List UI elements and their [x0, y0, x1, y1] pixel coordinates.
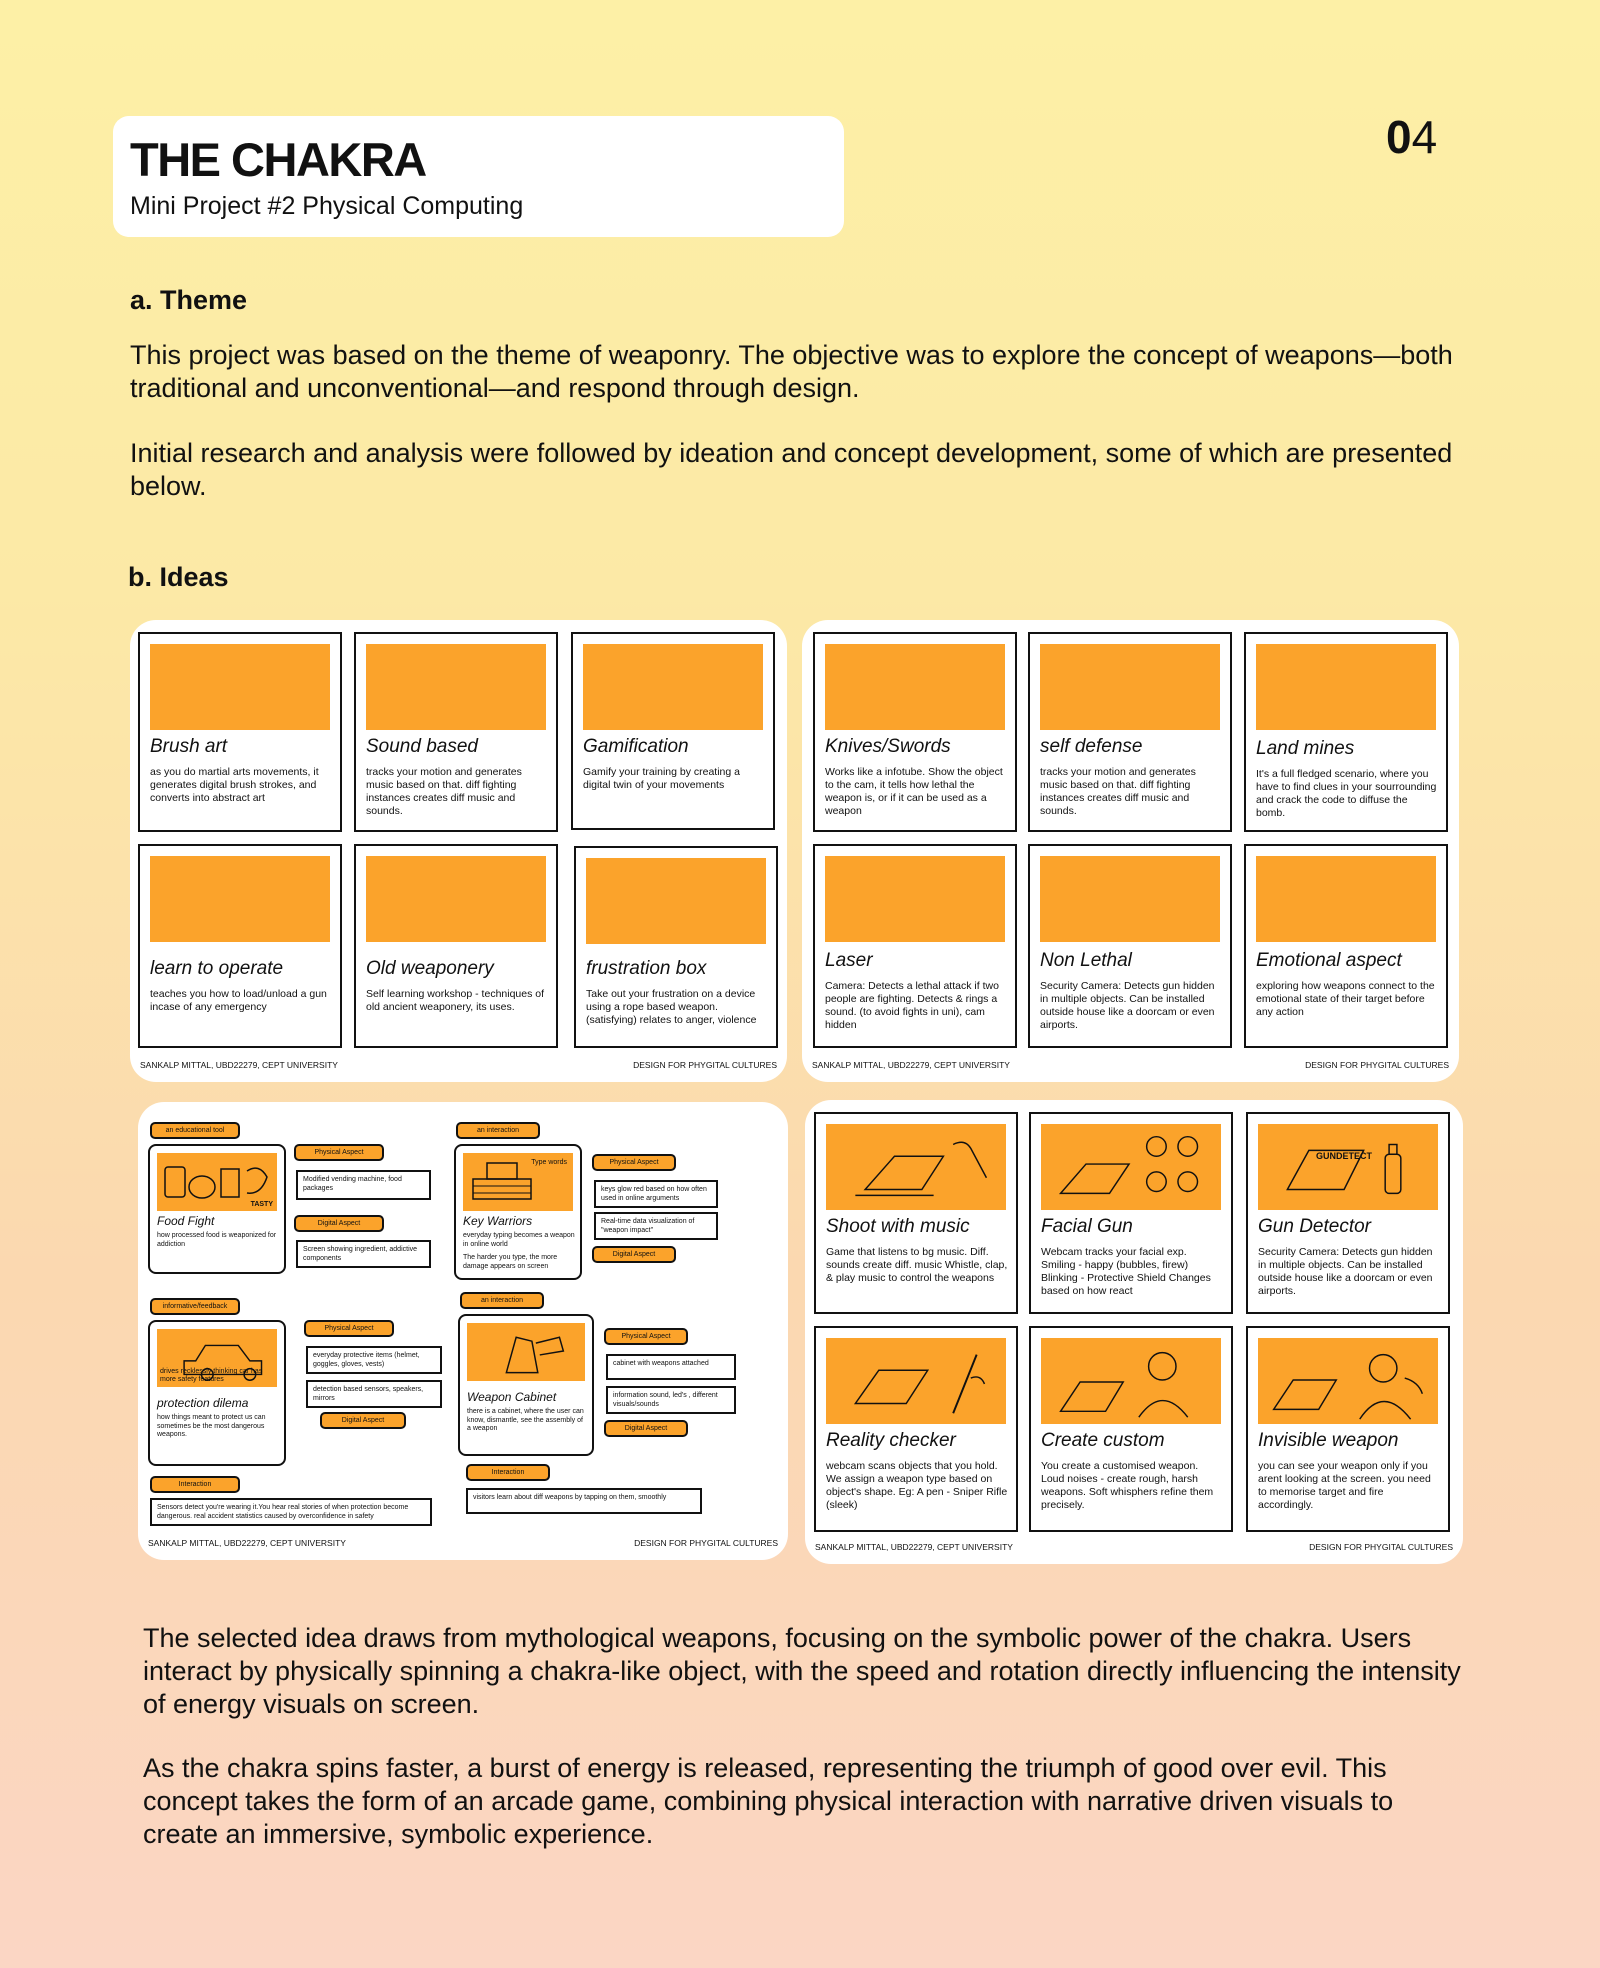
idea-description: you can see your weapon only if you arent looking at the screen. you need to memorise target and fire accordingly.	[1258, 1460, 1431, 1511]
idea-image	[586, 858, 766, 944]
idea-description: teaches you how to load/unload a gun incase of any emergency	[150, 988, 327, 1013]
idea-image	[1040, 644, 1220, 730]
conclusion-paragraph-2: As the chakra spins faster, a burst of energy is released, representing the triumph of good over evil. This concept takes the form of an arcade game, combining physical interaction with narrative driven visuals to create an immersive, symbolic experience.	[143, 1753, 1394, 1849]
idea-image	[366, 644, 546, 730]
laptop-faces-icon	[1041, 1124, 1221, 1210]
idea-description: tracks your motion and generates music based on that. diff fighting instances creates diff music and sounds.	[366, 766, 522, 817]
ideas-panel-1	[130, 620, 787, 1082]
physical-aspect-box: Modified vending machine, food packages	[296, 1170, 431, 1200]
idea-card	[1028, 844, 1232, 1048]
person-looking-away-icon	[1258, 1338, 1438, 1424]
theme-paragraph-1: This project was based on the theme of weaponry. The objective was to explore the concept of weapons—both traditional and unconventional—and respond through design.	[130, 340, 1453, 403]
page-title: THE CHAKRA	[130, 133, 426, 186]
idea-card	[571, 632, 775, 830]
idea-title: Shoot with music	[826, 1216, 970, 1237]
idea-image	[1256, 856, 1436, 942]
panel-footer-right: DESIGN FOR PHYGITAL CULTURES	[633, 1060, 777, 1070]
idea-description: It's a full fledged scenario, where you have to find clues in your sourrounding and crack the code to diffuse the bomb.	[1256, 768, 1437, 819]
category-tag: informative/feedback	[150, 1298, 240, 1315]
idea-title: Sound based	[366, 736, 478, 757]
idea-title: Old weaponery	[366, 958, 494, 979]
idea-card	[814, 1326, 1018, 1532]
physical-aspect-tag: Physical Aspect	[304, 1320, 394, 1337]
idea-card	[138, 844, 342, 1048]
idea-image	[825, 856, 1005, 942]
digital-aspect-tag: Digital Aspect	[604, 1420, 688, 1437]
idea-card	[1244, 844, 1448, 1048]
person-laptop-icon	[1041, 1338, 1221, 1424]
concept-card	[454, 1144, 582, 1280]
conclusion-paragraph-1: The selected idea draws from mythological weapons, focusing on the symbolic power of the chakra. Users interact by physically spinning a chakra-like object, with the speed and rotation directly influencing the intensity of energy visuals on screen.	[143, 1623, 1461, 1719]
theme-heading: a. Theme	[130, 285, 248, 315]
idea-title: Non Lethal	[1040, 950, 1132, 971]
concept-description: everyday typing becomes a weapon in online world	[463, 1232, 575, 1248]
idea-title: Reality checker	[826, 1430, 956, 1451]
digital-aspect-tag: Digital Aspect	[592, 1246, 676, 1263]
concept-title: protection dilema	[157, 1396, 249, 1410]
page-number: 04	[1386, 111, 1438, 163]
protection-dilema-image	[157, 1329, 277, 1387]
idea-card	[354, 844, 558, 1048]
idea-title: Land mines	[1256, 738, 1355, 759]
idea-image	[1041, 1124, 1221, 1210]
interaction-tag: Interaction	[466, 1464, 550, 1481]
title-card	[113, 116, 844, 237]
idea-title: frustration box	[586, 958, 707, 979]
concept-description: how processed food is weaponized for addiction	[157, 1232, 277, 1248]
panel-footer-right: DESIGN FOR PHYGITAL CULTURES	[1305, 1060, 1449, 1070]
idea-description: Game that listens to bg music. Diff. sounds create diff. music Whistle, clap, & play music to control the weapons	[826, 1246, 1008, 1284]
idea-description: Webcam tracks your facial exp. Smiling - happy (bubbles, firew) Blinking - Protective Shield Changes based on how react	[1041, 1246, 1211, 1297]
idea-description: Self learning workshop - techniques of old ancient weaponery, its uses.	[366, 988, 545, 1013]
idea-card	[354, 632, 558, 832]
idea-card	[1246, 1326, 1450, 1532]
interaction-box: visitors learn about diff weapons by tapping on them, smoothly	[466, 1488, 702, 1514]
idea-image	[1040, 856, 1220, 942]
concept-title: Food Fight	[157, 1214, 215, 1228]
interaction-tag: Interaction	[150, 1476, 240, 1493]
idea-title: Gamification	[583, 736, 689, 757]
idea-image	[826, 1338, 1006, 1424]
idea-card	[1246, 1112, 1450, 1314]
idea-card	[1244, 632, 1448, 832]
idea-card	[1029, 1326, 1233, 1532]
concept-title: Weapon Cabinet	[467, 1390, 557, 1404]
idea-card	[1028, 632, 1232, 832]
idea-image	[366, 856, 546, 942]
physical-aspect-box: keys glow red based on how often used in online arguments	[594, 1180, 718, 1208]
cabinet-icon	[467, 1323, 585, 1381]
ideas-panel-3	[138, 1102, 788, 1560]
page-subtitle: Mini Project #2 Physical Computing	[130, 192, 524, 220]
idea-card	[1029, 1112, 1233, 1314]
category-tag: an interaction	[456, 1122, 540, 1139]
panel-footer-left: SANKALP MITTAL, UBD22279, CEPT UNIVERSITY	[148, 1538, 346, 1548]
idea-description: webcam scans objects that you hold. We assign a weapon type based on object's shape. Eg: A pen - Sniper Rifle (sleek)	[826, 1460, 1008, 1511]
ideas-panel-2	[802, 620, 1459, 1082]
theme-paragraph-2: Initial research and analysis were followed by ideation and concept development, some of which are presented below.	[130, 438, 1453, 501]
physical-aspect-tag: Physical Aspect	[592, 1154, 676, 1171]
physical-aspect-box-2: information sound, led's , different visuals/sounds	[606, 1386, 736, 1414]
idea-title: self defense	[1040, 736, 1143, 757]
idea-description: You create a customised weapon. Loud noises - create rough, harsh weapons. Soft whisphers refine them precisely.	[1041, 1460, 1214, 1511]
category-tag: an educational tool	[150, 1122, 240, 1139]
image-label: GUNDETECT	[1316, 1151, 1372, 1161]
idea-card	[813, 844, 1017, 1048]
digital-aspect-tag: Digital Aspect	[294, 1215, 384, 1232]
idea-image	[583, 644, 763, 730]
idea-title: learn to operate	[150, 958, 284, 979]
physical-aspect-box-2: detection based sensors, speakers, mirrors	[306, 1380, 442, 1408]
idea-title: Knives/Swords	[825, 736, 951, 757]
image-label: drives recklessly thinking car has more safety features	[160, 1368, 263, 1383]
idea-image	[825, 644, 1005, 730]
idea-title: Facial Gun	[1041, 1216, 1133, 1237]
idea-image	[1041, 1338, 1221, 1424]
idea-description: Works like a infotube. Show the object to the cam, it tells how lethal the weapon is, or if it can be used as a weapon	[825, 766, 1003, 817]
category-tag: an interaction	[460, 1292, 544, 1309]
weapon-cabinet-image	[467, 1323, 585, 1381]
ideas-heading: b. Ideas	[128, 562, 229, 592]
physical-aspect-box: cabinet with weapons attached	[606, 1354, 736, 1380]
key-warriors-image	[463, 1153, 573, 1211]
image-label: Type words	[531, 1159, 567, 1166]
physical-aspect-box-2: Real-time data visualization of "weapon impact"	[594, 1212, 718, 1240]
idea-image	[150, 856, 330, 942]
physical-aspect-box: everyday protective items (helmet, goggles, gloves, vests)	[306, 1346, 442, 1374]
idea-title: Create custom	[1041, 1430, 1165, 1451]
idea-description: Camera: Detects a lethal attack if two people are fighting. Detects & rings a sound. (to avoid fights in uni), cam hidden	[825, 980, 999, 1031]
interaction-box: Sensors detect you're wearing it.You hear real stories of when protection become dangerous. real accident statistics caused by overconfidence in safety	[150, 1498, 432, 1526]
image-label: TASTY	[250, 1201, 273, 1208]
panel-footer-left: SANKALP MITTAL, UBD22279, CEPT UNIVERSITY	[812, 1060, 1010, 1070]
physical-aspect-tag: Physical Aspect	[294, 1144, 384, 1161]
idea-image	[1258, 1338, 1438, 1424]
idea-description: Take out your frustration on a device using a rope based weapon. (satisfying) relates to anger, violence	[586, 988, 757, 1026]
panel-footer-left: SANKALP MITTAL, UBD22279, CEPT UNIVERSITY	[815, 1542, 1013, 1552]
idea-card	[138, 632, 342, 832]
idea-image	[1258, 1124, 1438, 1210]
laptop-hand-icon	[826, 1124, 1006, 1210]
concept-card	[458, 1314, 594, 1456]
food-fight-image	[157, 1153, 277, 1211]
concept-card	[148, 1320, 286, 1466]
idea-card	[574, 846, 778, 1048]
idea-description: tracks your motion and generates music based on that. diff fighting instances creates diff music and sounds.	[1040, 766, 1196, 817]
idea-title: Invisible weapon	[1258, 1430, 1399, 1451]
concept-description: there is a cabinet, where the user can know, dismantle, see the assembly of a weapon	[467, 1408, 584, 1432]
idea-description: Security Camera: Detects gun hidden in multiple objects. Can be installed outside house like a doorcam or even airports.	[1258, 1246, 1433, 1297]
laptop-pen-icon	[826, 1338, 1006, 1424]
idea-image	[1256, 644, 1436, 730]
panel-footer-right: DESIGN FOR PHYGITAL CULTURES	[1309, 1542, 1453, 1552]
concept-card	[148, 1144, 286, 1274]
concept-title: Key Warriors	[463, 1214, 533, 1228]
panel-footer-right: DESIGN FOR PHYGITAL CULTURES	[634, 1538, 778, 1548]
ideas-panel-4	[805, 1100, 1463, 1564]
idea-title: Brush art	[150, 736, 228, 757]
concept-description: how things meant to protect us can sometimes be the most dangerous weapons.	[157, 1414, 266, 1438]
idea-title: Gun Detector	[1258, 1216, 1371, 1237]
concept-description-2: The harder you type, the more damage appears on screen	[463, 1254, 558, 1270]
idea-description: as you do martial arts movements, it generates digital brush strokes, and converts into abstract art	[150, 766, 319, 804]
panel-footer-left: SANKALP MITTAL, UBD22279, CEPT UNIVERSITY	[140, 1060, 338, 1070]
digital-aspect-box: Screen showing ingredient, addictive components	[296, 1240, 431, 1268]
idea-image	[826, 1124, 1006, 1210]
idea-description: exploring how weapons connect to the emotional state of their target before any action	[1256, 980, 1435, 1018]
idea-description: Security Camera: Detects gun hidden in multiple objects. Can be installed outside house like a doorcam or even airports.	[1040, 980, 1215, 1031]
digital-aspect-tag: Digital Aspect	[320, 1412, 406, 1429]
laptop-bottle-icon	[1258, 1124, 1438, 1210]
idea-card	[813, 632, 1017, 832]
physical-aspect-tag: Physical Aspect	[604, 1328, 688, 1345]
idea-card	[814, 1112, 1018, 1314]
idea-title: Laser	[825, 950, 873, 971]
idea-title: Emotional aspect	[1256, 950, 1402, 971]
idea-image	[150, 644, 330, 730]
idea-description: Gamify your training by creating a digital twin of your movements	[583, 766, 740, 791]
